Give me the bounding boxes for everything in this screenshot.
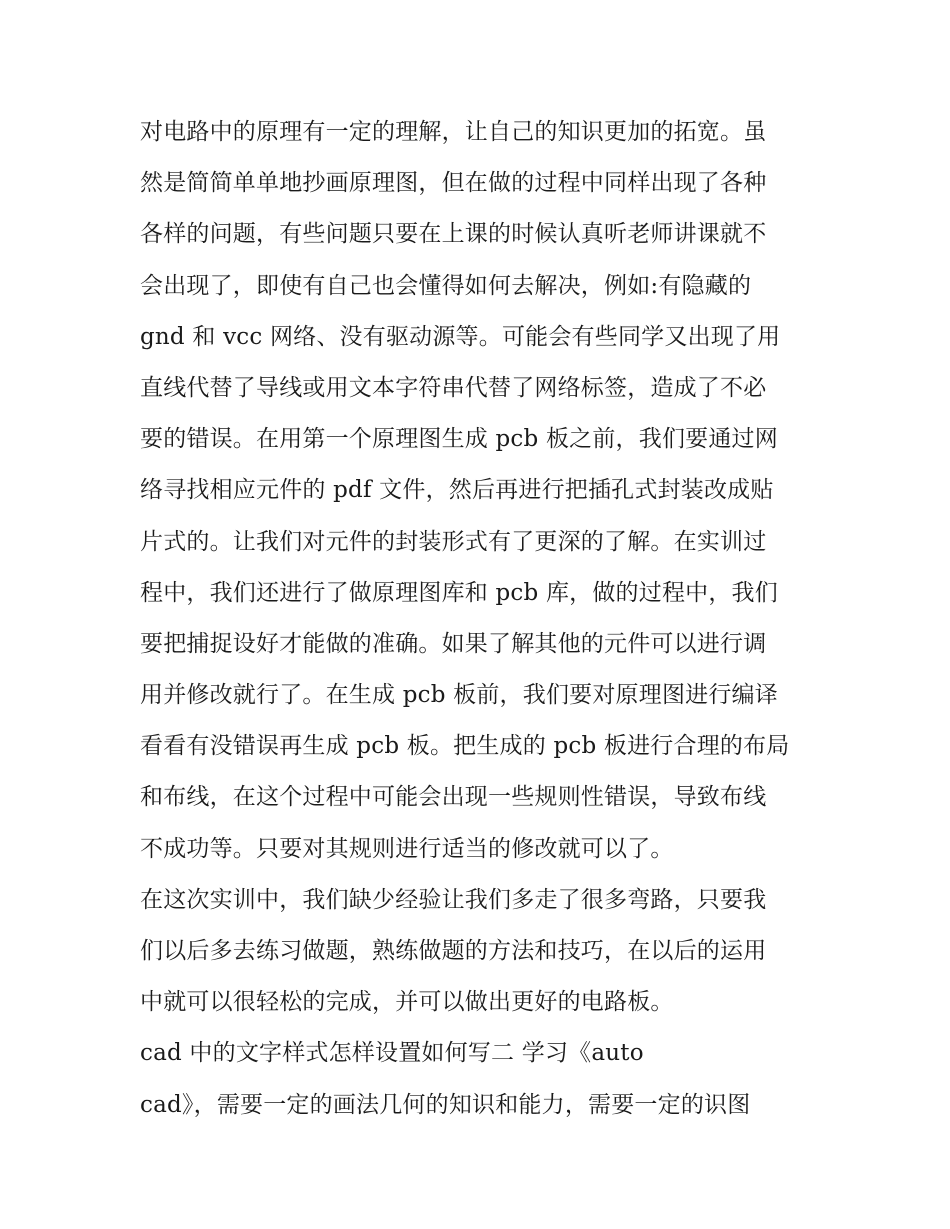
text-line: 络寻找相应元件的 pdf 文件，然后再进行把插孔式封装改成贴 bbox=[140, 477, 774, 504]
text-line: 和布线，在这个过程中可能会出现一些规则性错误，导致布线 bbox=[140, 784, 767, 811]
text-line: 要的错误。在用第一个原理图生成 pcb 板之前，我们要通过网 bbox=[140, 426, 778, 453]
text-line: 不成功等。只要对其规则进行适当的修改就可以了。 bbox=[140, 835, 674, 862]
text-line: 要把捕捉设好才能做的准确。如果了解其他的元件可以进行调 bbox=[140, 630, 767, 657]
text-line: 程中，我们还进行了做原理图库和 pcb 库，做的过程中，我们 bbox=[140, 579, 778, 606]
text-line: 在这次实训中，我们缺少经验让我们多走了很多弯路，只要我 bbox=[140, 886, 767, 913]
body-text bbox=[140, 107, 820, 1131]
text-line: 中就可以很轻松的完成，并可以做出更好的电路板。 bbox=[140, 989, 674, 1016]
text-line: 直线代替了导线或用文本字符串代替了网络标签，造成了不必 bbox=[140, 374, 767, 401]
text-line: 用并修改就行了。在生成 pcb 板前，我们要对原理图进行编译 bbox=[140, 682, 778, 709]
text-line: 会出现了，即使有自己也会懂得如何去解决，例如:有隐藏的 bbox=[140, 272, 752, 299]
text-line: 们以后多去练习做题，熟练做题的方法和技巧，在以后的运用 bbox=[140, 938, 767, 964]
text-line: 看看有没错误再生成 pcb 板。把生成的 pcb 板进行合理的布局 bbox=[140, 733, 790, 760]
text-line: 各样的问题，有些问题只要在上课的时候认真听老师讲课就不 bbox=[140, 221, 767, 248]
text-line: 片式的。让我们对元件的封装形式有了更深的了解。在实训过 bbox=[140, 528, 767, 555]
text-line: gnd 和 vcc 网络、没有驱动源等。可能会有些同学又出现了用 bbox=[140, 323, 781, 350]
text-line: 然是简简单单地抄画原理图，但在做的过程中同样出现了各种 bbox=[140, 170, 767, 197]
text-line: cad》，需要一定的画法几何的知识和能力，需要一定的识图 bbox=[140, 1091, 751, 1118]
text-line: 对电路中的原理有一定的理解，让自己的知识更加的拓宽。虽 bbox=[140, 119, 767, 145]
text-line: cad 中的文字样式怎样设置如何写二 学习《auto bbox=[140, 1040, 644, 1067]
